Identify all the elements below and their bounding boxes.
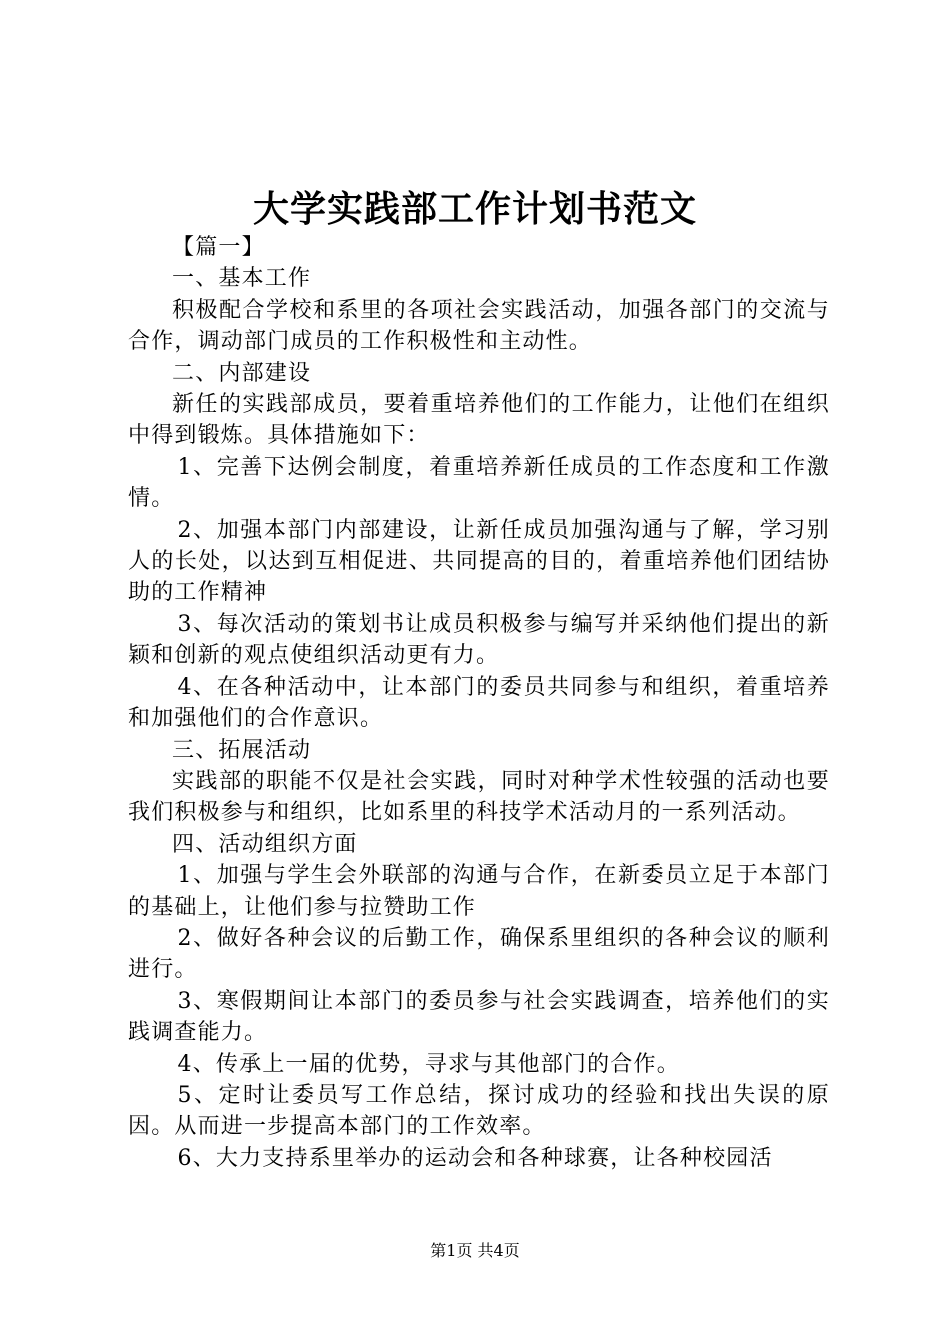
page-footer: 第1页 共4页 [430, 1241, 520, 1260]
document-body [128, 232, 830, 1174]
list-item: 1、加强与学生会外联部的沟通与合作，在新委员立足于本部门的基础上，让他们参与拉赞助工作 [128, 863, 830, 920]
list-item: 4、在各种活动中，让本部门的委员共同参与和组织，着重培养和加强他们的合作意识。 [128, 674, 830, 732]
list-item: 2、做好各种会议的后勤工作，确保系里组织的各种会议的顺利进行。 [128, 925, 830, 983]
paragraph: 积极配合学校和系里的各项社会实践活动，加强各部门的交流与合作，调动部门成员的工作积极性和主动性。 [128, 297, 830, 355]
list-item: 3、每次活动的策划书让成员积极参与编写并采纳他们提出的新颖和创新的观点使组织活动更有力。 [128, 611, 830, 669]
heading-activity-organization: 四、活动组织方面 [172, 831, 358, 857]
paragraph: 实践部的职能不仅是社会实践，同时对种学术性较强的活动也要我们积极参与和组织，比如系里的科技学术活动月的一系列活动。 [128, 768, 830, 826]
list-item: 2、加强本部门内部建设，让新任成员加强沟通与了解，学习别人的长处，以达到互相促进、共同提高的目的，着重培养他们团结协助的工作精神 [128, 517, 830, 606]
heading-expand-activities: 三、拓展活动 [172, 737, 312, 763]
list-item: 4、传承上一届的优势，寻求与其他部门的合作。 [177, 1051, 680, 1077]
document-title: 大学实践部工作计划书范文 [252, 188, 697, 230]
list-item: 6、大力支持系里举办的运动会和各种球赛，让各种校园活 [177, 1145, 773, 1171]
list-item: 1、完善下达例会制度，着重培养新任成员的工作态度和工作激情。 [128, 454, 830, 512]
list-item: 3、寒假期间让本部门的委员参与社会实践调查，培养他们的实践调查能力。 [128, 988, 830, 1046]
list-item: 5、定时让委员写工作总结，探讨成功的经验和找出失误的原因。从而进一步提高本部门的工作效率。 [128, 1082, 830, 1140]
paragraph: 新任的实践部成员，要着重培养他们的工作能力，让他们在组织中得到锻炼。具体措施如下： [128, 392, 830, 449]
section-label: 【篇一】 [172, 235, 265, 260]
heading-internal-building: 二、内部建设 [172, 360, 312, 386]
heading-basic-work: 一、基本工作 [172, 266, 312, 292]
